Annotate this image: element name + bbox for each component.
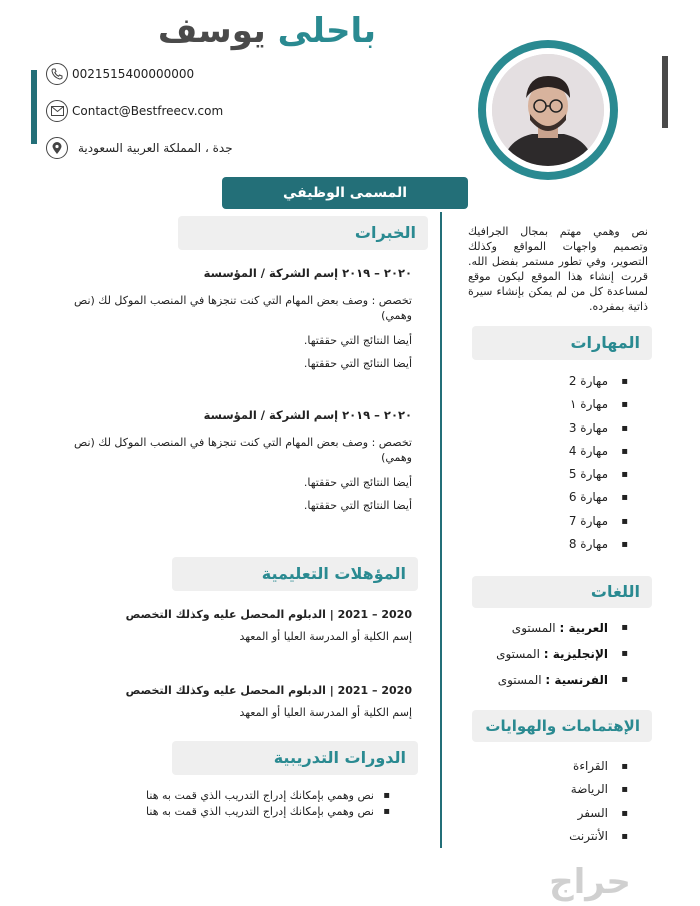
experience-title: ٢٠٢٠ – ٢٠١٩ إسم الشركة / المؤسسة — [203, 408, 412, 422]
education-entry-1 — [100, 608, 412, 643]
experience-entry-1 — [60, 266, 412, 371]
experience-desc: تخصص : وصف بعض المهام التي كنت تنجزها في المنصب الموكل لك (نص وهمي) — [73, 294, 412, 322]
list-item: ▪ القراءة — [460, 755, 640, 778]
contact-phone — [46, 61, 194, 87]
address-text: جدة ، المملكة العربية السعودية — [78, 141, 233, 155]
phone-icon — [46, 63, 68, 85]
list-item: ▪ نص وهمي بإمكانك إدراج التدريب الذي قمت به هنا — [90, 804, 406, 820]
list-item: ▪ مهارة 3 — [460, 417, 640, 440]
candidate-name — [96, 8, 376, 54]
list-item: ▪ العربية : المستوى — [460, 615, 640, 641]
profile-photo — [492, 54, 604, 166]
courses-list — [90, 788, 406, 820]
list-item: ▪ الأنترنت — [460, 825, 640, 848]
decorative-bar-right — [662, 56, 668, 128]
job-title: المسمى الوظيفي — [222, 177, 468, 209]
education-school: إسم الكلية أو المدرسة العليا أو المعهد — [239, 630, 412, 643]
experience-heading: الخبرات — [178, 216, 428, 250]
education-school: إسم الكلية أو المدرسة العليا أو المعهد — [239, 706, 412, 719]
courses-heading: الدورات التدريبية — [172, 741, 418, 775]
list-item: ▪ الإنجليزية : المستوى — [460, 641, 640, 667]
experience-title: ٢٠٢٠ – ٢٠١٩ إسم الشركة / المؤسسة — [203, 266, 412, 280]
location-pin-icon — [46, 137, 68, 159]
about-text: نص وهمي مهتم بمجال الجرافيك وتصميم واجهات المواقع وكذلك التصوير، وفي تطور مستمر بفضل الله. قررت إنشاء هذا الموقع ليكون موقع لمساعدة كل من لم يمكن بإنشاء سيرة ذاتية بمفرده. — [468, 225, 648, 313]
experience-entry-2 — [60, 408, 412, 513]
email-text: Contact@Bestfreecv.com — [72, 104, 224, 118]
skills-heading: المهارات — [472, 326, 652, 360]
interests-list — [460, 755, 640, 848]
experience-result: أيضا النتائج التي حققتها. — [303, 499, 412, 512]
list-item: ▪ مهارة ١ — [460, 393, 640, 416]
education-degree: 2020 – 2021 | الدبلوم المحصل عليه وكذلك التخصص — [125, 684, 412, 697]
skills-list — [460, 370, 640, 556]
education-heading: المؤهلات التعليمية — [172, 557, 418, 591]
phone-text: 0021515400000000 — [72, 67, 195, 81]
watermark-logo: حراج — [549, 862, 631, 902]
list-item: ▪ الفرنسية : المستوى — [460, 667, 640, 693]
list-item: ▪ نص وهمي بإمكانك إدراج التدريب الذي قمت به هنا — [90, 788, 406, 804]
column-divider — [440, 212, 442, 848]
list-item: ▪ السفر — [460, 802, 640, 825]
contact-email — [46, 98, 223, 124]
interests-heading: الإهتمامات والهوايات — [472, 710, 652, 742]
list-item: ▪ مهارة 5 — [460, 463, 640, 486]
experience-result: أيضا النتائج التي حققتها. — [303, 334, 412, 347]
list-item: ▪ مهارة 4 — [460, 440, 640, 463]
experience-desc: تخصص : وصف بعض المهام التي كنت تنجزها في المنصب الموكل لك (نص وهمي) — [73, 436, 412, 464]
languages-list — [460, 615, 640, 693]
experience-result: أيضا النتائج التي حققتها. — [303, 476, 412, 489]
contact-address — [46, 135, 233, 161]
list-item: ▪ مهارة 6 — [460, 486, 640, 509]
name-first: باحلى — [277, 11, 376, 51]
education-entry-2 — [100, 684, 412, 719]
envelope-icon — [46, 100, 68, 122]
education-degree: 2020 – 2021 | الدبلوم المحصل عليه وكذلك التخصص — [125, 608, 412, 621]
languages-heading: اللغات — [472, 576, 652, 608]
list-item: ▪ مهارة 8 — [460, 533, 640, 556]
list-item: ▪ مهارة 7 — [460, 510, 640, 533]
name-last: يوسف — [157, 11, 266, 51]
decorative-bar-left — [31, 70, 37, 144]
list-item: ▪ مهارة 2 — [460, 370, 640, 393]
list-item: ▪ الرياضة — [460, 778, 640, 801]
experience-result: أيضا النتائج التي حققتها. — [303, 357, 412, 370]
